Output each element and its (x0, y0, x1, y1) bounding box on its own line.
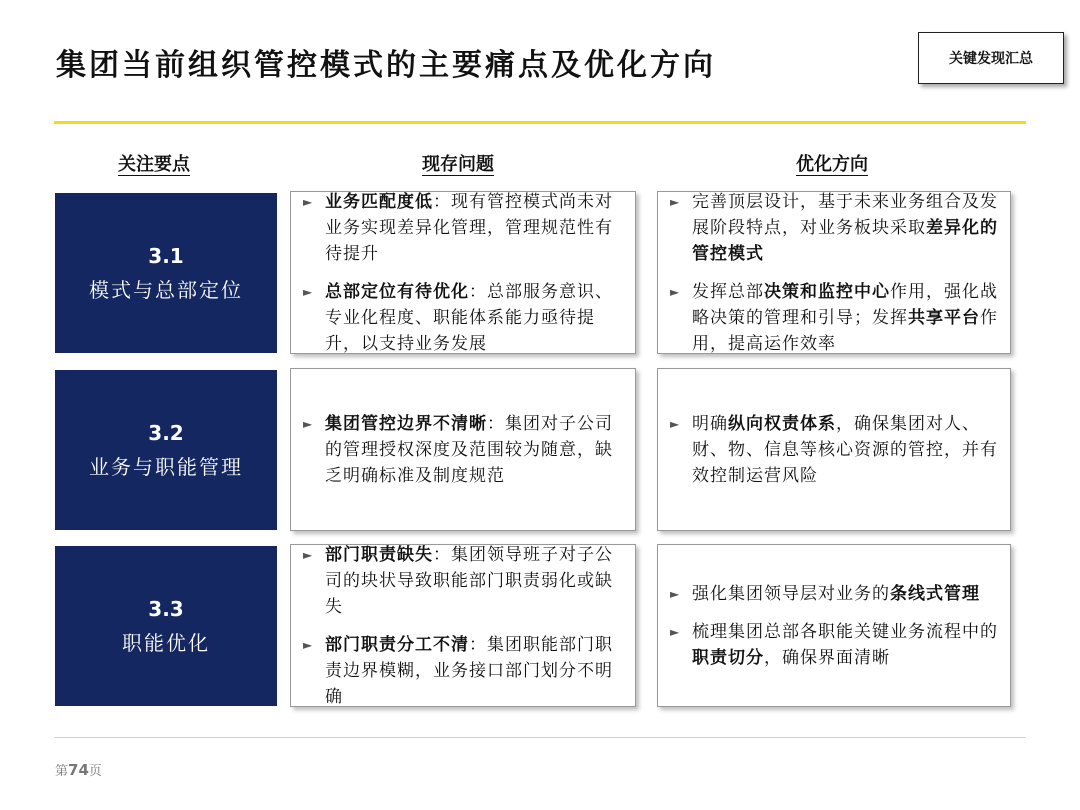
list-item (670, 619, 998, 671)
opt-keyword: 纵向权责体系 (728, 413, 836, 434)
list-item (670, 581, 998, 607)
list-item (303, 189, 623, 267)
issue-keyword: 总部定位有待优化 (325, 281, 469, 302)
triangle-bullet-icon: ► (303, 547, 313, 562)
opt-text: 完善顶层设计，基于未来业务组合及发展阶段特点，对业务板块采取 (692, 191, 998, 238)
list-item (303, 411, 623, 489)
opt-text: 强化集团领导层对业务的 (692, 583, 890, 604)
issue-text: ：集团职能部门职责边界模糊，业务接口部门划分不明确 (325, 634, 613, 707)
triangle-bullet-icon: ► (303, 637, 313, 652)
page-prefix: 第 (55, 764, 69, 779)
issue-keyword: 业务匹配度低 (325, 191, 433, 212)
list-item (303, 632, 623, 710)
row-label-3-1 (55, 193, 277, 353)
list-item (303, 279, 623, 357)
issues-box-3-2 (290, 368, 636, 531)
title-divider (54, 121, 1026, 124)
row-number: 3.2 (148, 420, 184, 445)
triangle-bullet-icon: ► (670, 284, 680, 299)
opt-keyword: 共享平台 (908, 307, 980, 328)
row-label-3-2 (55, 370, 277, 530)
triangle-bullet-icon: ► (303, 194, 313, 209)
issue-text: ：总部服务意识、专业化程度、职能体系能力亟待提升，以支持业务发展 (325, 281, 613, 354)
opt-keyword: 职责切分 (692, 647, 764, 668)
row-name: 业务与职能管理 (89, 454, 243, 479)
column-header-optimization: 优化方向 (796, 154, 868, 175)
issue-text: ：集团领导班子对子公司的块状导致职能部门职责弱化或缺失 (325, 544, 613, 617)
list-item (670, 279, 998, 357)
optimization-box-3-2 (657, 368, 1011, 531)
issue-text: ：集团对子公司的管理授权深度及范围较为随意，缺乏明确标准及制度规范 (325, 413, 613, 486)
list-item (670, 411, 998, 489)
row-name: 模式与总部定位 (89, 277, 243, 302)
triangle-bullet-icon: ► (670, 586, 680, 601)
issue-keyword: 集团管控边界不清晰 (325, 413, 487, 434)
triangle-bullet-icon: ► (670, 416, 680, 431)
column-header-issues: 现存问题 (422, 154, 494, 175)
opt-text: 梳理集团总部各职能关键业务流程中的 (692, 621, 998, 642)
column-header-focus: 关注要点 (118, 154, 190, 175)
footer-divider (54, 737, 1026, 738)
issues-box-3-3 (290, 544, 636, 707)
row-label-3-3 (55, 546, 277, 706)
triangle-bullet-icon: ► (670, 624, 680, 639)
row-number: 3.3 (148, 596, 184, 621)
opt-text: 发挥总部 (692, 281, 764, 302)
row-name: 职能优化 (122, 630, 210, 655)
triangle-bullet-icon: ► (670, 194, 680, 209)
issue-text: ：现有管控模式尚未对业务实现差异化管理，管理规范性有待提升 (325, 191, 613, 264)
optimization-box-3-1 (657, 191, 1011, 354)
opt-keyword: 条线式管理 (890, 583, 980, 604)
opt-text: 作用，强化战略决策的管理和引导；发挥 (692, 281, 998, 328)
opt-keyword: 差异化的管控模式 (692, 217, 998, 264)
optimization-box-3-3 (657, 544, 1011, 707)
triangle-bullet-icon: ► (303, 284, 313, 299)
page-number (55, 760, 102, 779)
list-item (303, 542, 623, 620)
issue-keyword: 部门职责缺失 (325, 544, 433, 565)
page-suffix: 页 (88, 764, 102, 779)
opt-text: 作用，提高运作效率 (692, 307, 998, 354)
key-findings-badge: 关键发现汇总 (918, 32, 1064, 84)
page-title: 集团当前组织管控模式的主要痛点及优化方向 (56, 48, 716, 83)
opt-text: ，确保集团对人、财、物、信息等核心资源的管控，并有效控制运营风险 (692, 413, 998, 486)
opt-text: 明确 (692, 413, 728, 434)
opt-text: ，确保界面清晰 (764, 647, 890, 668)
page-number-value: 74 (68, 761, 89, 779)
issues-box-3-1 (290, 191, 636, 354)
triangle-bullet-icon: ► (303, 416, 313, 431)
opt-keyword: 决策和监控中心 (764, 281, 890, 302)
issue-keyword: 部门职责分工不清 (325, 634, 469, 655)
row-number: 3.1 (148, 243, 184, 268)
list-item (670, 189, 998, 267)
